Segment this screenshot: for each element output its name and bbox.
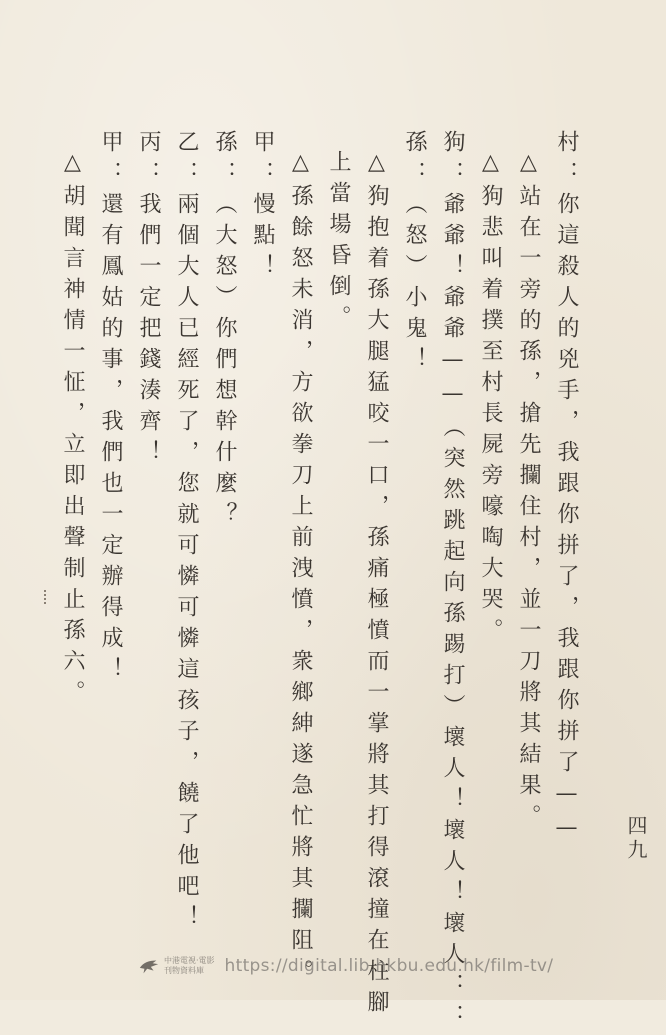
script-line-9: 甲：慢點！	[250, 130, 275, 285]
script-line-12: 丙：我們一定把錢湊齊！	[136, 130, 161, 471]
script-line-4: 狗：爺爺！爺爺——（突然跳起向孫踢打）壞人！壞人！壞人：：	[440, 130, 465, 1035]
watermark-url[interactable]: https://digital.lib.hkbu.edu.hk/film-tv/	[224, 956, 554, 976]
script-line-10: 孫：（大怒）你們想幹什麼？	[212, 130, 237, 533]
script-line-13: 甲：還有鳳姑的事，我們也一定辦得成！	[98, 130, 123, 688]
script-line-3: △狗悲叫着撲至村長屍旁嚎啕大哭。	[478, 150, 503, 649]
watermark-logo	[138, 955, 215, 977]
script-line-6: △狗抱着孫大腿猛咬一口，孫痛極憤而一掌將其打得滾撞在柱腳	[364, 150, 389, 1021]
script-line-5: 孫：（怒）小鬼！	[402, 130, 427, 378]
script-line-2: △站在一旁的孫，搶先攔住村，並一刀將其結果。	[516, 150, 541, 835]
watermark	[138, 950, 553, 982]
margin-mark	[44, 590, 48, 604]
script-line-11: 乙：兩個大人已經死了，您就可憐可憐這孩子，饒了他吧！	[174, 130, 199, 936]
script-line-1: 村：你這殺人的兇手，我跟你拼了，我跟你拼了——	[554, 130, 579, 849]
script-line-8: △孫餘怒未消，方欲拳刀上前洩憤，衆鄉紳遂急忙將其攔阻。	[288, 150, 313, 990]
watermark-org-line1: 中港電視·電影	[164, 956, 215, 965]
bird-logo-icon	[138, 955, 160, 977]
script-line-14: △胡聞言神情一怔，立即出聲制止孫六。	[60, 150, 85, 711]
script-line-7: 上當場昏倒。	[326, 150, 351, 336]
watermark-org-line2: 刊物資料庫	[164, 966, 204, 975]
page-number: 四九	[624, 815, 648, 863]
